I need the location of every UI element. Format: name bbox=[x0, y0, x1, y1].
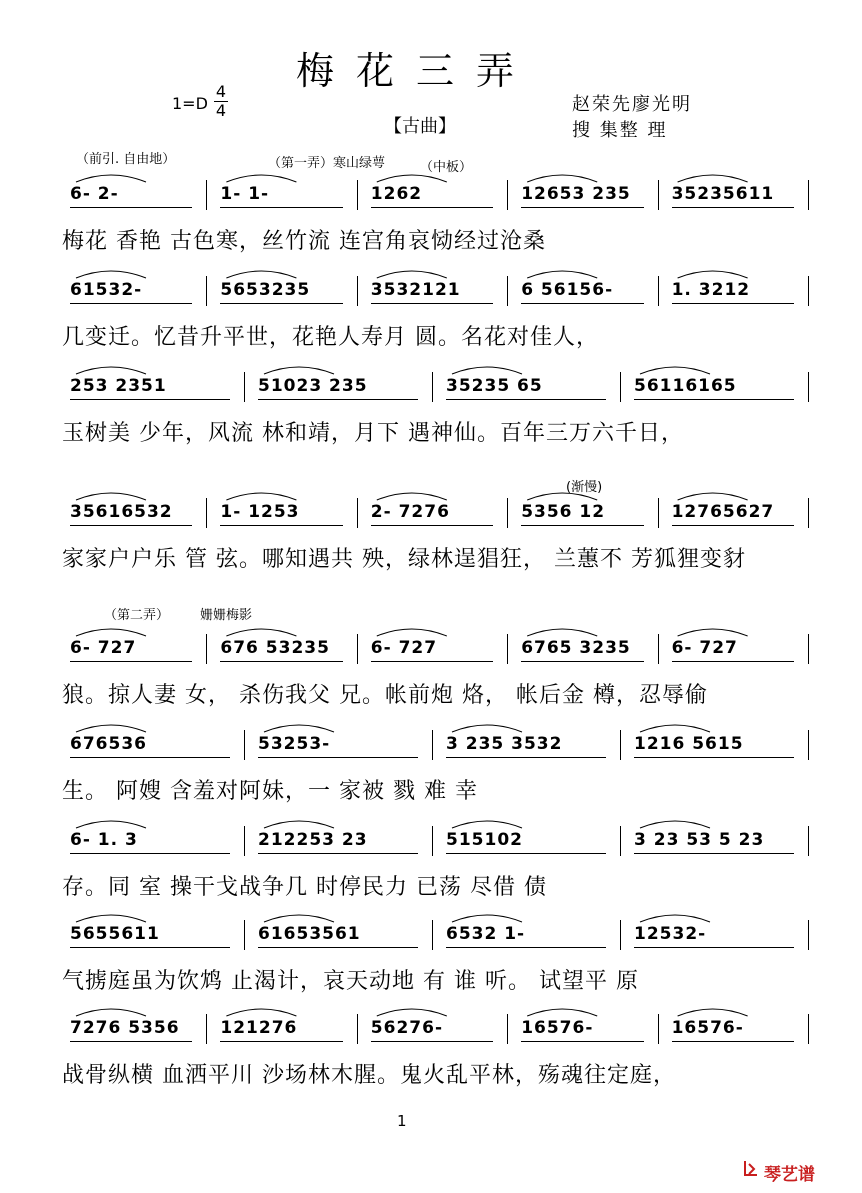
measure: 3 235 3532 bbox=[446, 734, 563, 754]
measure: 121276 bbox=[220, 1018, 298, 1038]
beam-underline bbox=[70, 399, 230, 400]
measure: 6- 1. 3 bbox=[70, 830, 138, 850]
beam-underline bbox=[70, 207, 192, 208]
lyrics-line: 家家户户乐 管 弦。哪知遇共 殃，绿林逞猖狂， 兰蕙不 芳狐狸变豺 bbox=[62, 547, 746, 572]
slur-arc bbox=[527, 493, 597, 500]
beam-underline bbox=[634, 399, 794, 400]
barline bbox=[808, 1014, 809, 1044]
barline bbox=[808, 920, 809, 950]
measure: 676536 bbox=[70, 734, 147, 754]
barline bbox=[206, 1014, 207, 1044]
notation-line bbox=[62, 730, 814, 758]
lyrics-line: 战骨纵横 血洒平川 沙场林木腥。鬼火乱平林，殇魂往定庭， bbox=[62, 1063, 676, 1088]
beam-underline bbox=[634, 947, 794, 948]
notation-line bbox=[62, 180, 814, 208]
beam-underline bbox=[371, 1041, 493, 1042]
slur-arc bbox=[377, 271, 447, 278]
barline bbox=[206, 498, 207, 528]
slur-arc bbox=[678, 1009, 748, 1016]
measure: 61532- bbox=[70, 280, 143, 300]
slur-arc bbox=[678, 493, 748, 500]
barline bbox=[808, 826, 809, 856]
barline bbox=[357, 1014, 358, 1044]
slur-arc bbox=[452, 725, 522, 732]
measure: 5356 12 bbox=[521, 502, 606, 522]
time-signature-bottom: 4 bbox=[215, 101, 227, 120]
beam-underline bbox=[70, 661, 192, 662]
beam-underline bbox=[70, 525, 192, 526]
slur-arc bbox=[76, 1009, 146, 1016]
tempo-annotation: （中板） bbox=[420, 160, 473, 175]
slur-arc bbox=[226, 629, 296, 636]
notation-line bbox=[62, 920, 814, 948]
measure: 1262 bbox=[370, 184, 423, 204]
beam-underline bbox=[220, 303, 342, 304]
slur-arc bbox=[76, 493, 146, 500]
beam-underline bbox=[371, 303, 493, 304]
barline bbox=[620, 920, 621, 950]
slur-arc bbox=[452, 915, 522, 922]
intro-annotation: （前引. 自由地） bbox=[76, 152, 176, 167]
measure: 6765 3235 bbox=[521, 638, 631, 658]
measure: 53253- bbox=[258, 734, 331, 754]
measure: 3 23 53 5 23 bbox=[634, 830, 765, 850]
barline bbox=[507, 1014, 508, 1044]
notation-line bbox=[62, 276, 814, 304]
barline bbox=[620, 826, 621, 856]
barline bbox=[206, 180, 207, 210]
beam-underline bbox=[446, 853, 606, 854]
barline bbox=[244, 372, 245, 402]
beam-underline bbox=[371, 207, 493, 208]
measure: 12532- bbox=[634, 924, 707, 944]
slur-arc bbox=[264, 367, 334, 374]
beam-underline bbox=[521, 661, 643, 662]
slur-arc bbox=[678, 629, 748, 636]
slur-arc bbox=[264, 725, 334, 732]
barline bbox=[507, 498, 508, 528]
barline bbox=[357, 498, 358, 528]
measure: 676 53235 bbox=[220, 638, 330, 658]
barline bbox=[658, 634, 659, 664]
beam-underline bbox=[258, 853, 418, 854]
slur-arc bbox=[640, 915, 710, 922]
time-signature-top: 4 bbox=[215, 82, 227, 101]
measure: 515102 bbox=[446, 830, 523, 850]
genre-label: 【古曲】 bbox=[384, 116, 456, 137]
beam-underline bbox=[220, 207, 342, 208]
key-signature: 1=D bbox=[172, 94, 208, 113]
barline bbox=[658, 1014, 659, 1044]
measure: 6532 1- bbox=[446, 924, 526, 944]
slur-layer bbox=[62, 996, 814, 1018]
measure: 61653561 bbox=[258, 924, 361, 944]
credit-line-1: 赵荣先廖光明 bbox=[572, 94, 692, 115]
lyrics-line: 梅花 香艳 古色寒，丝竹流 连宫角哀恸经过沧桑 bbox=[62, 229, 546, 254]
slur-arc bbox=[226, 493, 296, 500]
slur-arc bbox=[527, 1009, 597, 1016]
slowing-annotation: (渐慢) bbox=[566, 480, 603, 495]
beam-underline bbox=[258, 399, 418, 400]
measure: 56276- bbox=[370, 1018, 443, 1038]
lyrics-line: 几变迁。忆昔升平世，花艳人寿月 圆。名花对佳人， bbox=[62, 325, 599, 350]
time-signature bbox=[214, 84, 228, 119]
beam-underline bbox=[672, 525, 794, 526]
lyrics-line: 气掳庭虽为饮鸩 止渴计，哀天动地 有 谁 听。 试望平 原 bbox=[62, 969, 639, 994]
beam-underline bbox=[672, 661, 794, 662]
barline bbox=[658, 498, 659, 528]
beam-underline bbox=[258, 947, 418, 948]
slur-arc bbox=[76, 821, 146, 828]
measure: 5655611 bbox=[70, 924, 160, 944]
measure: 35616532 bbox=[70, 502, 173, 522]
barline bbox=[357, 276, 358, 306]
measure: 6- 727 bbox=[370, 638, 438, 658]
notation-line bbox=[62, 372, 814, 400]
slur-arc bbox=[452, 821, 522, 828]
measure: 51023 235 bbox=[258, 376, 368, 396]
slur-arc bbox=[640, 367, 710, 374]
measure: 6- 2- bbox=[70, 184, 119, 204]
slur-arc bbox=[76, 175, 146, 182]
slur-arc bbox=[76, 367, 146, 374]
page-number: 1 bbox=[397, 1112, 407, 1130]
brand-name: 琴艺谱 bbox=[764, 1165, 815, 1185]
beam-underline bbox=[634, 757, 794, 758]
slur-arc bbox=[640, 821, 710, 828]
measure: 6 56156- bbox=[521, 280, 614, 300]
beam-underline bbox=[521, 303, 643, 304]
beam-underline bbox=[521, 525, 643, 526]
notation-line bbox=[62, 498, 814, 526]
slur-layer bbox=[62, 616, 814, 638]
slur-arc bbox=[527, 271, 597, 278]
barline bbox=[658, 180, 659, 210]
slur-arc bbox=[527, 629, 597, 636]
barline bbox=[507, 276, 508, 306]
slur-arc bbox=[226, 1009, 296, 1016]
barline bbox=[432, 730, 433, 760]
barline bbox=[432, 372, 433, 402]
beam-underline bbox=[70, 853, 230, 854]
measure: 7276 5356 bbox=[70, 1018, 180, 1038]
page-title: 梅花三弄 bbox=[296, 49, 537, 93]
lyrics-line: 生。 阿嫂 含羞对阿妹，一 家被 戮 难 幸 bbox=[62, 779, 478, 804]
slur-arc bbox=[377, 1009, 447, 1016]
barline bbox=[507, 180, 508, 210]
slur-arc bbox=[76, 725, 146, 732]
notation-line bbox=[62, 1014, 814, 1042]
slur-arc bbox=[377, 493, 447, 500]
slur-arc bbox=[76, 629, 146, 636]
measure: 5653235 bbox=[220, 280, 311, 300]
slur-layer bbox=[62, 712, 814, 734]
measure: 1. 3212 bbox=[671, 280, 751, 300]
beam-underline bbox=[672, 207, 794, 208]
section1-annotation: （第一弄）寒山绿萼 bbox=[268, 156, 386, 171]
section2-name: 姗姗梅影 bbox=[200, 608, 253, 623]
measure: 6- 727 bbox=[70, 638, 137, 658]
measure: 2- 7276 bbox=[370, 502, 450, 522]
notation-line bbox=[62, 634, 814, 662]
slur-layer bbox=[62, 902, 814, 924]
barline bbox=[507, 634, 508, 664]
barline bbox=[808, 498, 809, 528]
slur-arc bbox=[76, 271, 146, 278]
lyrics-line: 存。同 室 操干戈战争几 时停民力 已荡 尽借 债 bbox=[62, 875, 547, 900]
beam-underline bbox=[672, 303, 794, 304]
slur-arc bbox=[678, 271, 748, 278]
measure: 6- 727 bbox=[671, 638, 738, 658]
slur-layer bbox=[62, 480, 814, 502]
barline bbox=[808, 730, 809, 760]
beam-underline bbox=[446, 399, 606, 400]
barline bbox=[432, 826, 433, 856]
measure: 3532121 bbox=[370, 280, 461, 300]
beam-underline bbox=[70, 1041, 192, 1042]
barline bbox=[206, 276, 207, 306]
slur-arc bbox=[678, 175, 748, 182]
slur-arc bbox=[377, 175, 447, 182]
beam-underline bbox=[258, 757, 418, 758]
barline bbox=[357, 180, 358, 210]
lyrics-line: 狼。掠人妻 女， 杀伤我父 兄。帐前炮 烙， 帐后金 樽，忍辱偷 bbox=[62, 683, 708, 708]
measure: 16576- bbox=[671, 1018, 744, 1038]
beam-underline bbox=[446, 757, 606, 758]
credits bbox=[572, 92, 692, 144]
beam-underline bbox=[70, 303, 192, 304]
measure: 12653 235 bbox=[521, 184, 631, 204]
slur-arc bbox=[527, 175, 597, 182]
slur-arc bbox=[76, 915, 146, 922]
slur-arc bbox=[264, 821, 334, 828]
barline bbox=[244, 826, 245, 856]
slur-arc bbox=[226, 175, 296, 182]
barline bbox=[808, 372, 809, 402]
beam-underline bbox=[446, 947, 606, 948]
slur-arc bbox=[264, 915, 334, 922]
brand-logo-icon bbox=[742, 1158, 760, 1178]
measure: 35235611 bbox=[671, 184, 775, 204]
slur-layer bbox=[62, 808, 814, 830]
measure: 16576- bbox=[521, 1018, 594, 1038]
barline bbox=[206, 634, 207, 664]
barline bbox=[808, 180, 809, 210]
barline bbox=[808, 276, 809, 306]
beam-underline bbox=[70, 757, 230, 758]
slur-layer bbox=[62, 258, 814, 280]
slur-layer bbox=[62, 354, 814, 376]
barline bbox=[620, 730, 621, 760]
beam-underline bbox=[371, 525, 493, 526]
beam-underline bbox=[521, 207, 643, 208]
measure: 1- 1253 bbox=[220, 502, 300, 522]
measure: 253 2351 bbox=[70, 376, 167, 396]
measure: 212253 23 bbox=[258, 830, 368, 850]
credit-line-2: 搜 集整 理 bbox=[572, 120, 668, 141]
measure: 35235 65 bbox=[446, 376, 543, 396]
measure: 56116165 bbox=[634, 376, 737, 396]
barline bbox=[620, 372, 621, 402]
barline bbox=[658, 276, 659, 306]
beam-underline bbox=[70, 947, 230, 948]
beam-underline bbox=[371, 661, 493, 662]
slur-arc bbox=[452, 367, 522, 374]
barline bbox=[808, 634, 809, 664]
beam-underline bbox=[220, 1041, 342, 1042]
measure: 1- 1- bbox=[220, 184, 270, 204]
beam-underline bbox=[220, 525, 342, 526]
beam-underline bbox=[672, 1041, 794, 1042]
beam-underline bbox=[521, 1041, 643, 1042]
slur-arc bbox=[226, 271, 296, 278]
measure: 12765627 bbox=[671, 502, 775, 522]
measure: 1216 5615 bbox=[634, 734, 744, 754]
beam-underline bbox=[220, 661, 342, 662]
slur-layer bbox=[62, 162, 814, 184]
barline bbox=[357, 634, 358, 664]
barline bbox=[432, 920, 433, 950]
barline bbox=[244, 920, 245, 950]
lyrics-line: 玉树美 少年，风流 林和靖，月下 遇神仙。百年三万六千日， bbox=[62, 421, 684, 446]
slur-arc bbox=[377, 629, 447, 636]
barline bbox=[244, 730, 245, 760]
section2-annotation: （第二弄） bbox=[104, 608, 170, 623]
beam-underline bbox=[634, 853, 794, 854]
slur-arc bbox=[640, 725, 710, 732]
notation-line bbox=[62, 826, 814, 854]
